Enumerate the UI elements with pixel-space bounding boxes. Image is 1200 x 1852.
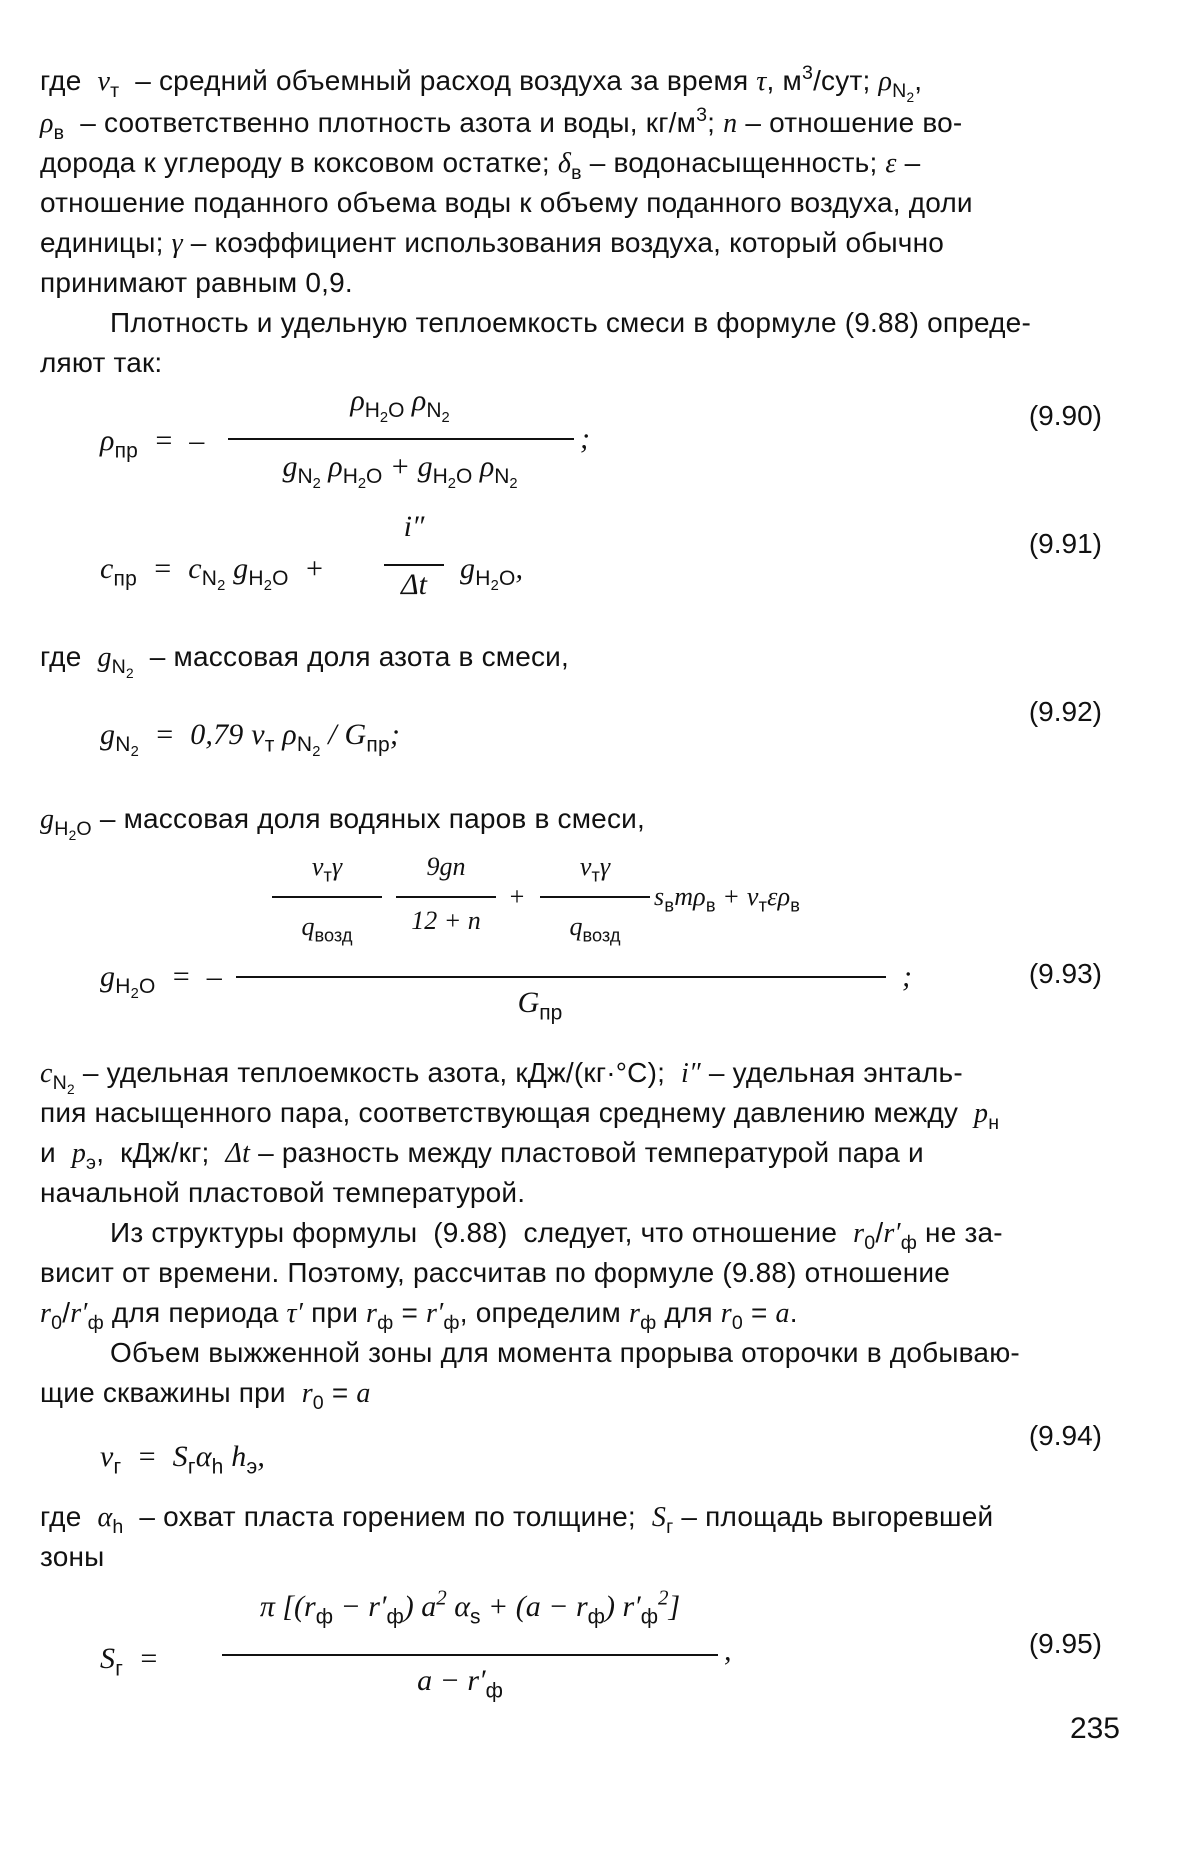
text-line-16: висит от времени. Поэтому, рассчитав по формуле (9.88) отношение (40, 1257, 950, 1288)
text-line-12: пия насыщенного пара, соответствующая среднему давлению между $р_н$ (40, 1097, 1000, 1134)
text-line-8: ляют так: (40, 347, 163, 378)
text-line-18: Объем выжженной зоны для момента прорыва оторочки в добываю- (110, 1337, 1020, 1368)
text-line-20: где $\alpha_h$ – охват пласта горением по толщине; $S_г$ – площадь выгоревшей (40, 1501, 994, 1538)
text-line-11: $c_{N_2}$ – удельная теплоемкость азота, кДж/(кг·°С); i″ – удельная энталь- (40, 1057, 963, 1097)
text-line-9: где $g_{N_2}$ – массовая доля азота в смеси, (40, 641, 570, 681)
text-line-15: Из структуры формулы (9.88) следует, что отношение $r_0/r'_ф$ не за- (110, 1217, 1003, 1254)
text-line-17: $r_0/r'_ф$ для периода τ′ при $r_ф = r'_ф$, определим $r_ф$ для $r_0 = a$. (40, 1297, 798, 1334)
text-line-2: $\rho_в$ – соответственно плотность азота и воды, $кг/м^3$; n – отношение во- (40, 104, 963, 144)
text-line-21: зоны (40, 1541, 105, 1572)
text-line-1: где $v_т$ – средний объемный расход воздуха за время τ, $м^3$/сут; $\rho_{N_2}$, (40, 62, 923, 105)
text-line-7: Плотность и удельную теплоемкость смеси в формуле (9.88) опреде- (110, 307, 1031, 338)
text-line-5: единицы; γ – коэффициент использования воздуха, который обычно (40, 227, 945, 259)
text-line-14: начальной пластовой температурой. (40, 1177, 526, 1208)
book-page: где $v_т$ – средний объемный расход воздуха за время τ, $м^3$/сут; $\rho_{N_2}$, $\rho_в$ – соответственно плотность азота и воды, $кг/м^3$; n – отношение во- дорода к углероду в коксовом остатке; $\delta_в$ – водонасыщенность; ε – отношение поданного объема воды к объему поданного воздуха, доли единицы; γ – коэффициент использования воздуха, который обычно принимают равным 0,9. Плотность и удельную теплоемкость смеси в формуле (9.88) опреде- ляют так: $\rho_{пр}$ = – $\rho_{H_2O}$ $\rho_{N_2}$ $g_{N_2}$ $\rho_{H_2O} + g_{H_2O}$ $\rho_{N_2}$ ; (9.90) $c_{пр} = c_{N_2}$ $g_{H_2O}$ + i″ Δt $g_{H_2O}$, (9.91) где $g_{N_2}$ – массовая доля азота в смеси, $g_{N_2} = 0,79$ $v_т$ $\rho_{N_2} / G_{пр}$; (9.92) $g_{H_2O}$ – массовая доля водяных паров в смеси, $v_т\gamma$ $q_{возд}$ 9gn 12 + n + $v_т\gamma$ $q_{возд}$ $s_вm\rho_в + v_т\varepsilon\rho_в$ $g_{H_2O}$ = – $G_{пр}$ ; (9.93) $c_{N_2}$ – удельная теплоемкость азота, кДж/(кг·°С); i″ – удельная энталь- пия насыщенного пара, соответствующая среднему давлению между $р_н$ и $р_э$, кДж/кг; Δt – разность между пластовой температурой пара и начальной пластовой температурой. Из структуры формулы (9.88) следует, что отношение $r_0/r'_ф$ не за- висит от времени. Поэтому, рассчитав по формуле (9.88) отношение $r_0/r'_ф$ для периода τ′ при $r_ф = r'_ф$, определим $r_ф$ для $r_0 = a$. Объем выжженной зоны для момента прорыва оторочки в добываю- щие скважины при $r_0 = a$ $v_г = S_г\alpha_h$ $h_э$, (9.94) где $\alpha_h$ – охват пласта горением по толщине; $S_г$ – площадь выгоревшей зоны $S_г$ = π [$(r_ф - r'_ф)$ $a^2$ $\alpha_s + (a - r_ф)$ $r'_ф^2$] $a - r'_ф$ , (9.95) 235 (40, 62, 1120, 1745)
text-line-13: и $р_э$, кДж/кг; Δt – разность между пластовой температурой пара и (40, 1137, 924, 1174)
text-line-3: дорода к углероду в коксовом остатке; $\delta_в$ – водонасыщенность; ε – (40, 147, 921, 184)
page-number: 235 (1069, 1712, 1120, 1745)
text-line-19: щие скважины при $r_0 = a$ (40, 1377, 371, 1414)
text-line-4: отношение поданного объема воды к объему поданного воздуха, доли (40, 187, 973, 218)
text-line-6: принимают равным 0,9. (40, 267, 353, 298)
text-line-10: $g_{H_2O}$ – массовая доля водяных паров в смеси, (40, 803, 645, 843)
